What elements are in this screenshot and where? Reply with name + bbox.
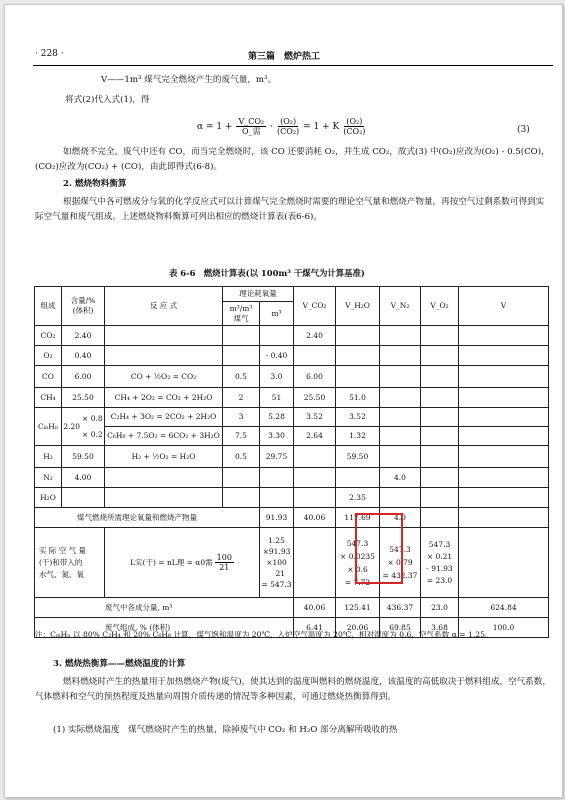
table-row-theory: 煤气燃烧所需理论氧量和燃烧产物量 91.93 40.06 117.69 4.0 [35,508,549,528]
eq-lhs: α = 1 + [197,121,233,132]
cmhn-pct-cell: 2.20 × 0.8 × 0.2 [62,408,105,446]
table-row-cmhn-a: CₘHₙ 2.20 × 0.8 × 0.2 C₂H₄ + 3O₂ = 2CO₂ + 2H₂O 3 5.28 3.52 3.52 [35,408,549,427]
th-vh2o: V_H₂O [336,287,380,326]
th-group: 组成 [35,287,62,326]
th-o-m3: m³ [260,302,294,326]
combustion-table [34,286,549,638]
table-row-h2o: H₂O 2.35 [35,488,549,508]
highlight-box [355,513,403,584]
eq-dot: · [270,121,274,132]
v-definition: V——1m³ 煤气完全燃烧产生的废气量，m³。 [101,75,277,85]
eq-mid: = 1 + K [303,121,340,132]
incomplete-combustion-para: 如燃烧不完全，废气中还有 CO，而当完全燃烧时，该 CO 还要消耗 O₂，并生成 CO₂，故式(3) 中(O₂)应改为(O₂) - 0.5(CO)，(CO₂)应改为(CO₂) + (CO)，由此即得式(6-8)。 [35,147,550,172]
table-caption: 表 6-6 燃烧计算表(以 100m³ 干煤气为计算基准) [169,268,365,278]
table-row-co: CO 6.00 CO + ½O₂ = CO₂ 0.5 3.0 6.00 [35,366,549,388]
section-3-body: 燃料燃烧时产生的热量用于加热燃烧产物(废气)，使其达到的温度叫燃料的燃烧温度，该温度的高低取决于燃料组成，空气系数，气体燃料和空气的预热程度及热量向周围介质传递的情况等多种因素，可通过燃烧热衡算得到。 [35,677,551,702]
table-row-n2: N₂ 4.00 4.0 [35,468,549,488]
table-row-cmhn-b: C₆H₆ + 7.5O₂ = 6CO₂ + 3H₂O 7.5 3.30 2.64 1.32 [35,427,549,446]
equation-number: (3) [517,125,530,135]
table-row-o2: O₂ 0.40 - 0.40 [35,346,549,366]
th-vn2: V_N₂ [380,287,421,326]
book-page [4,4,563,798]
table-row-ch4: CH₄ 25.50 CH₄ + 2O₂ = CO₂ + 2H₂O 2 51 25.50 51.0 [35,388,549,408]
equation-3 [197,117,365,136]
header-rule [33,65,553,66]
table-header-row-1 [35,287,549,302]
page-number: · 228 · [35,49,64,59]
table-row-composition: 废气组成, % (体积) 6.41 20.06 69.85 3.68 100.0 [35,618,549,638]
section-3-item-1: (1) 实际燃烧温度 煤气燃烧时产生的热量，除掉废气中 CO₂ 和 H₂O 部分离解所吸收的热 [53,725,398,735]
table-note: 注：CₘHₙ 以 80% C₂H₄ 和 20% C₆H₆ 计算，煤气饱和温度为 20℃，入炉空气温度为 20℃，相对湿度为 0.6，空气系数 α = 1.25。 [35,630,493,639]
th-v: V [459,287,549,326]
actual-h2o-cell: 547.3 × 0.0235 × 0.6 = 7.72 [336,528,380,598]
table-row-waste: 废气中各成分量, m³ 40.06 125.41 436.37 23.0 624.84 [35,598,549,618]
th-o-per-m3: m³/m³ 煤气 [223,302,260,326]
eq-fraction-1: $\frac{\text{V\_CO₂}}{\text{O\_需}}$ [238,117,265,136]
section-2-title: 2. 燃烧物料衡算 [63,179,127,189]
th-reaction: 反 应 式 [105,287,223,326]
th-content: 含量/% (体积) [62,287,105,326]
th-oxygen: 理论耗氧量 [223,287,294,302]
eq-fraction-2: $\frac{\text{(O₂)}}{\text{(CO₂)}}$ [277,117,300,136]
eq-fraction-3: $\frac{\text{(O₂)}}{\text{(CO₂)}}$ [343,117,366,136]
section-3-title: 3. 燃烧热衡算——燃烧温度的计算 [53,659,186,669]
th-vco2: V_CO₂ [294,287,336,326]
chapter-title: 第三篇 燃炉热工 [248,52,321,62]
table-row-co2: CO₂ 2.40 2.40 [35,326,549,346]
table-row-actual-air: 实 际 空 气 量 (干)和带入的 水气、氮、氧 L实(干) = nL理 = α0需 $\frac{100}{21}$ 1.25 ×91.93 ×100 21 = 547.3 547.3 × 0.0235 × 0.6 = 7.72 547.3 × 0.79 = 432.37 547.3 × 0.21 - 91.93 = 23.0 [35,528,549,598]
section-2-body: 根据煤气中各可燃成分与氧的化学反应式可以计算煤气完全燃烧时需要的理论空气量和燃烧产物量，再按空气过剩系数可得到实际空气量和废气组成。上述燃烧物料衡算可列出相应的燃烧计算表(表6-6)。 [35,197,545,222]
actual-air-formula: L实(干) = nL理 = α0需 $\frac{100}{21}$ [105,528,260,598]
substitute-text: 将式(2)代入式(1)，得 [65,95,150,105]
th-vo2: V_O₂ [421,287,459,326]
table-row-h2: H₂ 59.50 H₂ + ½O₂ = H₂O 0.5 29.75 59.50 [35,446,549,468]
